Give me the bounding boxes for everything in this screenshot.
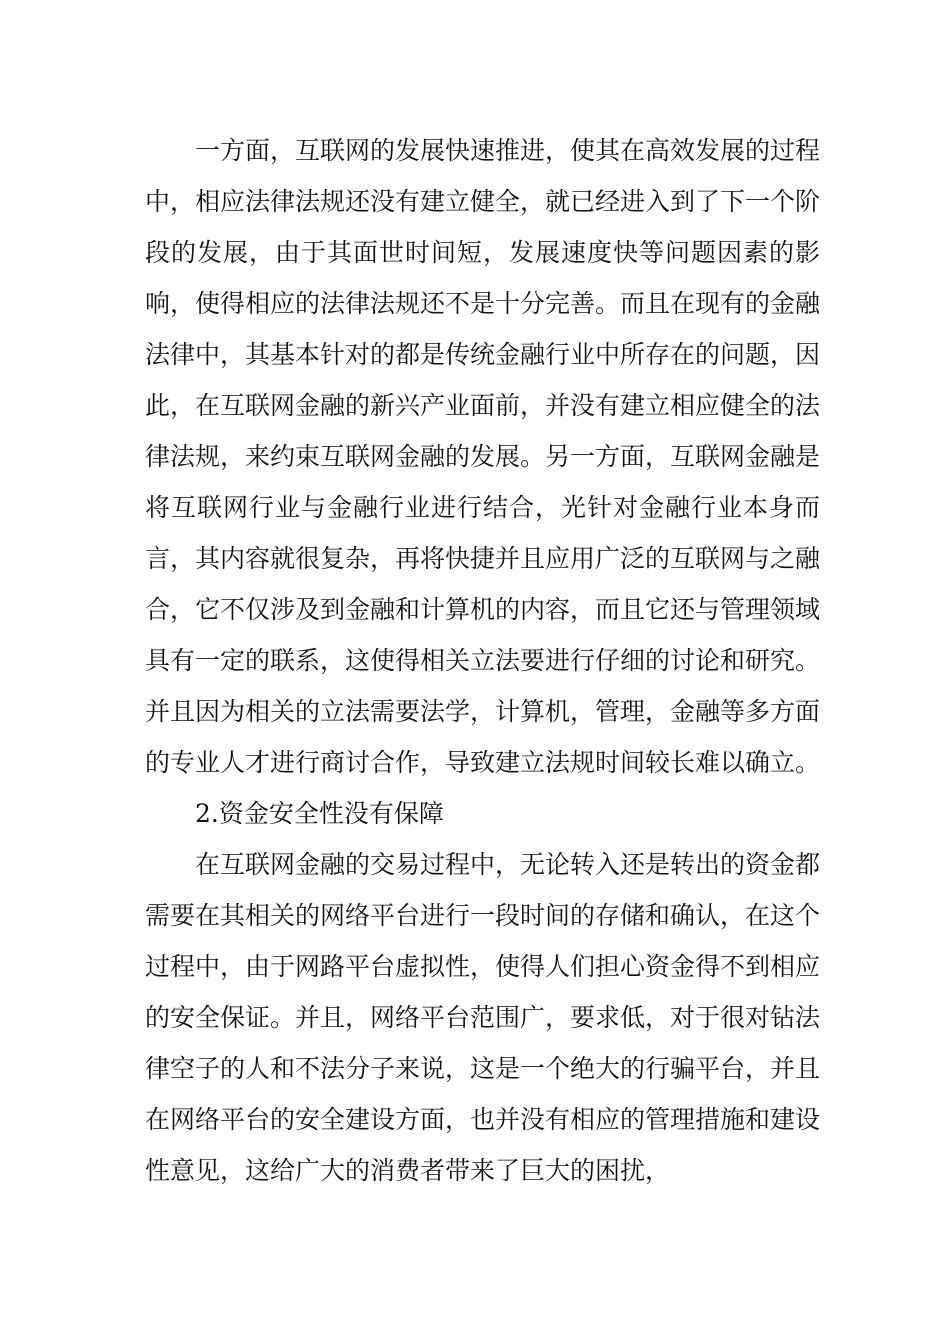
paragraph-fund-security: 在互联网金融的交易过程中，无论转入还是转出的资金都需要在其相关的网络平台进行一段时间的存储和确认，在这个过程中，由于网路平台虚拟性，使得人们担心资金得不到相应的安全保证。并且，网络平台范围广，要求低，对于很对钻法律空子的人和不法分子来说，这是一个绝大的行骗平台，并且在网络平台的安全建设方面，也并没有相应的管理措施和建设性意见，这给广大的消费者带来了巨大的困扰， [145, 850, 821, 1185]
paragraph-legal-regulation: 一方面，互联网的发展快速推进，使其在高效发展的过程中，相应法律法规还没有建立健全，就已经进入到了下一个阶段的发展，由于其面世时间短，发展速度快等问题因素的影响，使得相应的法律法规还不是十分完善。而且在现有的金融法律中，其基本针对的都是传统金融行业中所存在的问题，因此，在互联网金融的新兴产业面前，并没有建立相应健全的法律法规，来约束互联网金融的发展。另一方面，互联网金融是将互联网行业与金融行业进行结合，光针对金融行业本身而言，其内容就很复杂，再将快捷并且应用广泛的互联网与之融合，它不仅涉及到金融和计算机的内容，而且它还与管理领域具有一定的联系，这使得相关立法要进行仔细的讨论和研究。并且因为相关的立法需要法学，计算机，管理，金融等多方面的专业人才进行商讨合作，导致建立法规时间较长难以确立。 [145, 136, 821, 777]
section-heading: 2.资金安全性没有保障 [195, 799, 444, 828]
document-body [145, 125, 820, 1196]
